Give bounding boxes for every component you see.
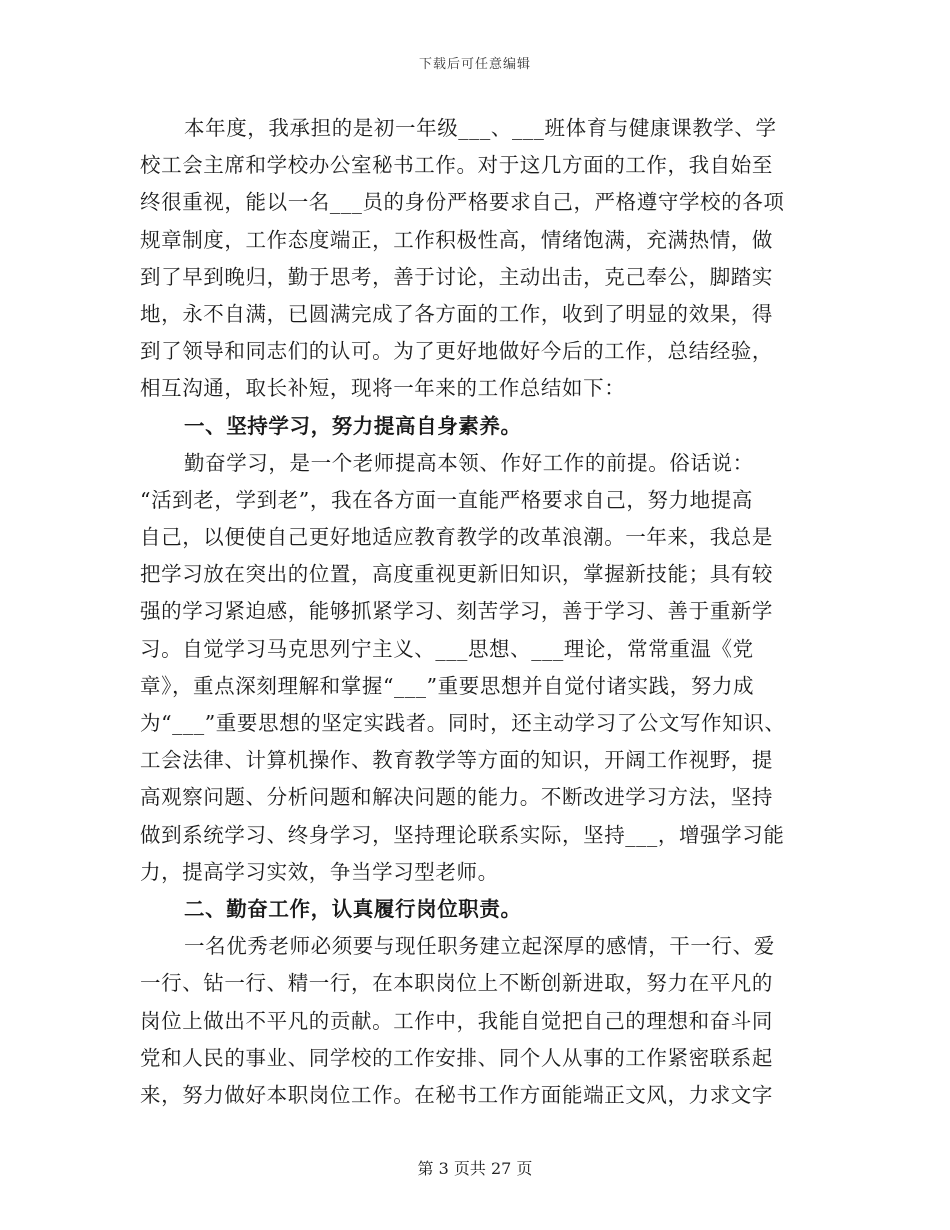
body-text: [140, 110, 820, 1114]
paragraph-line: 党和人民的事业、同学校的工作安排、同个人从事的工作紧密联系起: [140, 1045, 773, 1070]
paragraph-line: 来，努力做好本职岗位工作。在秘书工作方面能端正文风，力求文字: [140, 1082, 773, 1107]
paragraph-line: 高观察问题、分析问题和解决问题的能力。不断改进学习方法，坚持: [140, 785, 773, 810]
page-footer: 第 3 页共 27 页: [417, 1159, 533, 1178]
section-heading-2: 二、勤奋工作，认真履行岗位职责。: [184, 896, 522, 921]
paragraph-line: 本年度，我承担的是初一年级___、___班体育与健康课教学、学: [184, 116, 777, 140]
paragraph-line: 把学习放在突出的位置，高度重视更新旧知识，掌握新技能；具有较: [140, 562, 773, 587]
paragraph-line: 终很重视，能以一名___员的身份严格要求自己，严格遵守学校的各项: [140, 190, 785, 215]
paragraph-line: 一名优秀老师必须要与现任职务建立起深厚的感情，干一行、爱: [184, 934, 775, 959]
paragraph-line: 校工会主席和学校办公室秘书工作。对于这几方面的工作，我自始至: [140, 153, 773, 178]
paragraph-line: 到了早到晚归，勤于思考，善于讨论，主动出击，克己奉公，脚踏实: [140, 264, 773, 289]
paragraph-line: 强的学习紧迫感，能够抓紧学习、刻苦学习，善于学习、善于重新学: [140, 599, 773, 624]
paragraph-line: 勤奋学习，是一个老师提高本领、作好工作的前提。俗话说：: [184, 450, 754, 475]
paragraph-line: 做到系统学习、终身学习，坚持理论联系实际，坚持___，增强学习能: [140, 822, 785, 847]
paragraph-line: 相互沟通，取长补短，现将一年来的工作总结如下：: [140, 376, 626, 401]
section-heading-1: 一、坚持学习，努力提高自身素养。: [184, 413, 522, 438]
paragraph-line: 自己，以便使自己更好地适应教育教学的改革浪潮。一年来，我总是: [140, 525, 773, 550]
paragraph-line: 章》，重点深刻理解和掌握“___”重要思想并自觉付诸实践，努力成: [140, 673, 755, 698]
paragraph-line: 到了领导和同志们的认可。为了更好地做好今后的工作，总结经验，: [140, 339, 773, 364]
page-header: 下载后可任意编辑: [418, 57, 531, 72]
paragraph-line: 习。自觉学习马克思列宁主义、___思想、___理论，常常重温《党: [140, 636, 754, 661]
paragraph-line: 规章制度，工作态度端正，工作积极性高，情绪饱满，充满热情，做: [140, 227, 773, 252]
paragraph-line: 地，永不自满，已圆满完成了各方面的工作，收到了明显的效果，得: [140, 301, 773, 326]
paragraph-line: 一行、钻一行、精一行，在本职岗位上不断创新进取，努力在平凡的: [140, 971, 773, 996]
paragraph-line: 力，提高学习实效，争当学习型老师。: [140, 859, 499, 884]
paragraph-line: 工会法律、计算机操作、教育教学等方面的知识，开阔工作视野，提: [140, 748, 773, 773]
paragraph-line: 岗位上做出不平凡的贡献。工作中，我能自觉把自己的理想和奋斗同: [140, 1008, 773, 1033]
paragraph-line: 为“___”重要思想的坚定实践者。同时，还主动学习了公文写作知识、: [140, 711, 786, 735]
paragraph-line: “活到老，学到老”，我在各方面一直能严格要求自己，努力地提高: [140, 487, 753, 512]
